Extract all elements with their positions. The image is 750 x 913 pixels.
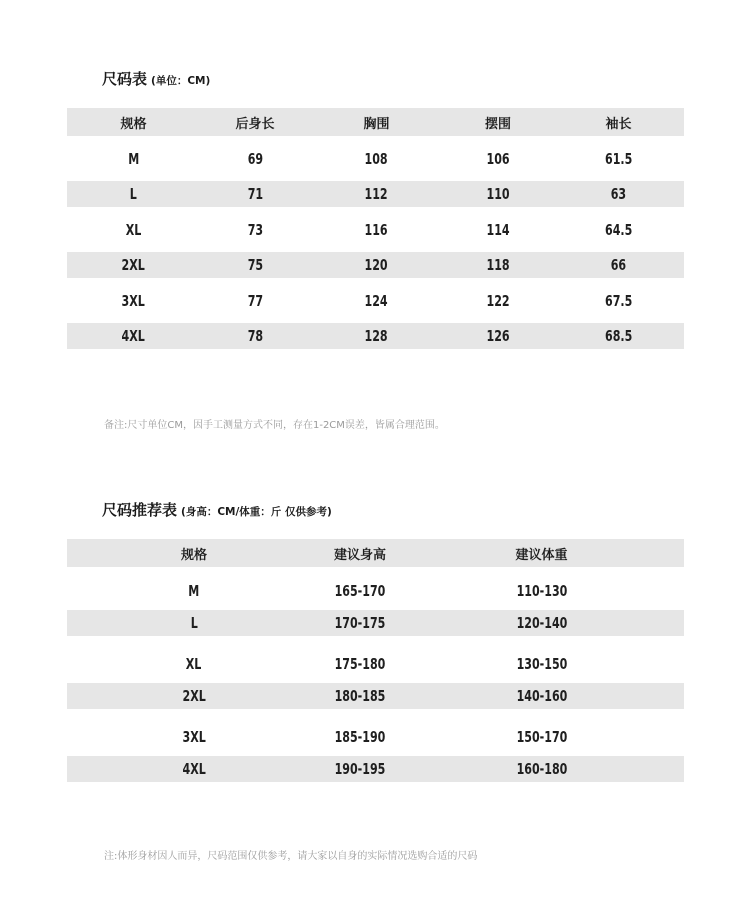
table-row [67, 610, 684, 636]
table-cell [67, 256, 200, 274]
table-cell-text: 78 [247, 327, 263, 345]
table-cell [67, 614, 321, 632]
table-cell-text: 2XL [121, 256, 146, 274]
table-cell-text: 160-180 [516, 760, 567, 778]
table-cell [200, 256, 310, 274]
table-cell [321, 728, 399, 746]
table-cell-text: 126 [486, 327, 510, 345]
table-cell-text: 116 [364, 220, 389, 239]
table-row [67, 207, 684, 252]
table-cell [443, 150, 553, 168]
table-cell [553, 292, 684, 310]
size-table-subtitle: (单位：CM) [151, 75, 211, 87]
table-cell-text: 128 [364, 327, 389, 345]
table-cell [310, 327, 443, 345]
table-row [67, 640, 684, 687]
table-cell [200, 150, 310, 168]
header-cell: 后身长 [235, 116, 275, 132]
table-cell-text: 67.5 [604, 291, 633, 310]
table-cell [399, 614, 684, 632]
table-cell-text: 69 [247, 149, 263, 168]
recommend-table [67, 539, 684, 786]
table-cell [399, 655, 684, 673]
table-cell [399, 728, 684, 746]
table-row [67, 252, 684, 278]
table-row [67, 323, 684, 349]
table-row [67, 683, 684, 709]
header-cell: 规格 [120, 116, 147, 132]
table-cell-text: 175-180 [334, 654, 386, 673]
table-cell [321, 582, 399, 600]
table-cell [443, 327, 553, 345]
table-cell [67, 728, 321, 746]
table-cell-text: 130-150 [516, 654, 567, 673]
table-cell [67, 221, 200, 239]
table-cell-text: 165-170 [334, 581, 386, 600]
table-cell [310, 221, 443, 239]
table-cell-text: 140-160 [516, 687, 567, 705]
table-cell [67, 760, 321, 778]
size-table-title [102, 68, 210, 89]
header-cell: 袖长 [605, 116, 632, 132]
size-table-header [67, 108, 684, 136]
table-cell-text: 124 [364, 291, 389, 310]
table-cell-text: M [127, 149, 140, 168]
table-cell [399, 687, 684, 705]
table-cell-text: XL [125, 220, 142, 239]
table-cell [310, 185, 443, 203]
table-cell-text: 2XL [182, 687, 206, 705]
table-cell-text: 64.5 [604, 220, 633, 239]
table-cell [200, 292, 310, 310]
table-cell [553, 256, 684, 274]
table-cell-text: XL [186, 654, 202, 673]
table-cell [443, 185, 553, 203]
table-cell [321, 760, 399, 778]
table-cell-text: 180-185 [334, 687, 386, 705]
table-row [67, 136, 684, 181]
table-cell [553, 221, 684, 239]
recommend-table-header [67, 539, 684, 567]
table-cell [443, 292, 553, 310]
table-cell-text: M [188, 581, 200, 600]
table-cell-text: 4XL [121, 327, 146, 345]
table-cell-text: 77 [247, 291, 263, 310]
table-cell [310, 256, 443, 274]
table-cell [200, 221, 310, 239]
table-cell [399, 760, 684, 778]
table-row [67, 278, 684, 323]
table-cell [321, 614, 399, 632]
table-cell [67, 150, 200, 168]
table-cell-text: 68.5 [604, 327, 633, 345]
table-cell-text: 110 [486, 185, 510, 203]
table-cell-text: 110-130 [516, 581, 567, 600]
table-cell [67, 327, 200, 345]
recommend-table-title [102, 499, 332, 520]
table-cell-text: 66 [610, 256, 627, 274]
table-row [67, 756, 684, 782]
table-cell [553, 327, 684, 345]
table-cell-text: 120 [364, 256, 389, 274]
table-row [67, 181, 684, 207]
header-cell: 建议身高 [333, 547, 386, 563]
table-cell-text: 190-195 [334, 760, 386, 778]
table-cell [321, 655, 399, 673]
table-cell [310, 150, 443, 168]
recommend-table-title-text: 尺码推荐表 [102, 501, 178, 519]
table-cell-text: 4XL [182, 760, 206, 778]
table-cell [200, 185, 310, 203]
table-cell [553, 185, 684, 203]
table-cell [67, 655, 321, 673]
table-cell [67, 582, 321, 600]
table-cell [67, 185, 200, 203]
table-cell [399, 582, 684, 600]
table-cell [553, 150, 684, 168]
table-cell-text: L [129, 185, 138, 203]
table-cell-text: 170-175 [334, 614, 386, 632]
table-row [67, 713, 684, 760]
size-table-note: 备注:尺寸单位CM，因手工测量方式不同，存在1-2CM误差，皆属合理范围。 [104, 420, 445, 431]
table-cell [67, 292, 200, 310]
table-cell-text: 120-140 [516, 614, 567, 632]
table-cell-text: 75 [247, 256, 263, 274]
size-table-title-text: 尺码表 [102, 70, 148, 88]
table-cell-text: 61.5 [604, 149, 633, 168]
table-cell [443, 256, 553, 274]
table-cell-text: 150-170 [516, 727, 567, 746]
size-table [67, 108, 684, 349]
table-cell-text: L [190, 614, 198, 632]
table-cell-text: 71 [247, 185, 263, 203]
table-cell [310, 292, 443, 310]
table-cell-text: 185-190 [334, 727, 386, 746]
table-cell-text: 73 [247, 220, 263, 239]
header-cell: 胸围 [363, 116, 390, 132]
table-cell-text: 108 [364, 149, 389, 168]
header-cell: 建议体重 [515, 547, 568, 563]
table-cell-text: 114 [486, 220, 510, 239]
table-cell [67, 687, 321, 705]
table-cell [321, 687, 399, 705]
table-cell-text: 3XL [121, 291, 146, 310]
table-row [67, 567, 684, 614]
table-cell-text: 63 [610, 185, 627, 203]
table-cell-text: 118 [486, 256, 510, 274]
table-cell-text: 3XL [182, 727, 206, 746]
header-cell: 规格 [180, 547, 207, 563]
recommend-table-subtitle: (身高：CM/体重：斤 仅供参考) [181, 506, 332, 518]
recommend-table-note: 注:体形身材因人而异，尺码范围仅供参考，请大家以自身的实际情况选购合适的尺码 [104, 851, 478, 862]
table-cell [200, 327, 310, 345]
table-cell-text: 112 [364, 185, 389, 203]
header-cell: 摆围 [484, 116, 511, 132]
table-cell-text: 122 [486, 291, 510, 310]
table-cell [443, 221, 553, 239]
table-cell-text: 106 [486, 149, 510, 168]
